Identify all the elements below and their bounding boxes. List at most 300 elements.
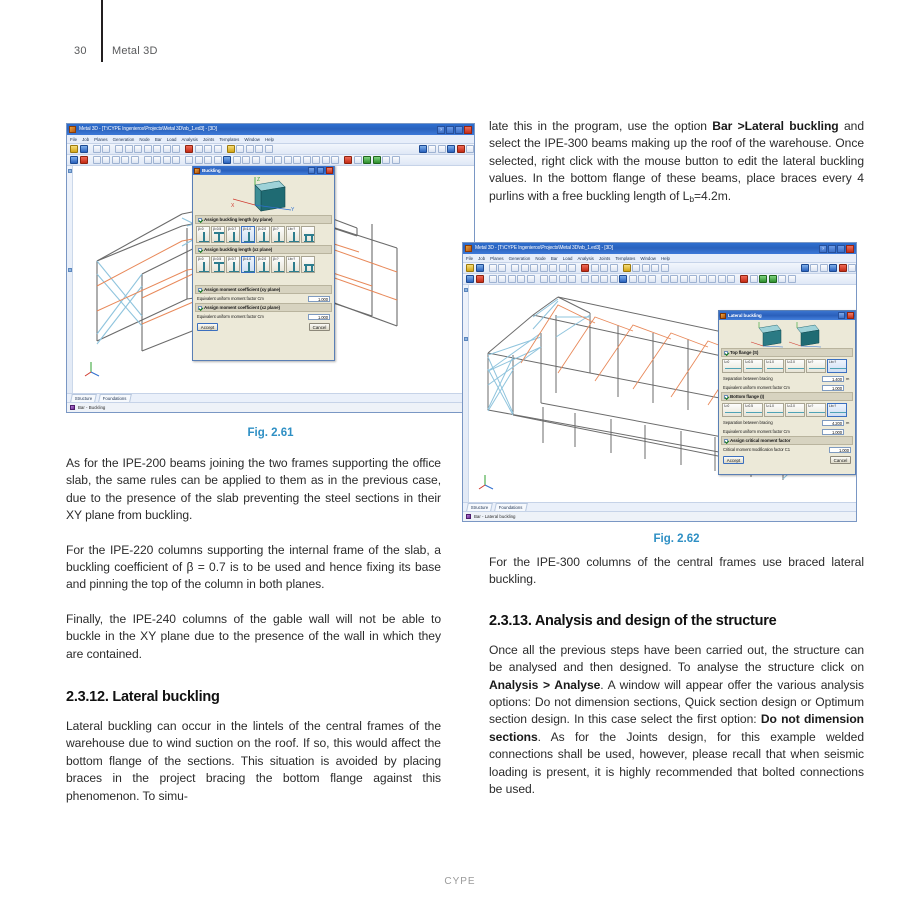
app-icon	[465, 245, 472, 252]
apply-icon[interactable]	[373, 156, 381, 164]
user-icon[interactable]	[447, 145, 455, 153]
book-icon[interactable]	[839, 264, 847, 272]
print-icon[interactable]	[185, 145, 193, 153]
status-text-bottom: Bar - Lateral buckling	[474, 513, 516, 519]
pan-icon[interactable]	[549, 264, 557, 272]
option-label: β=0.7	[228, 257, 237, 261]
report-icon[interactable]	[778, 275, 786, 283]
link-icon[interactable]	[810, 264, 818, 272]
top-flange-cm-input[interactable]: 1.000	[822, 385, 844, 391]
menu-item-analysis[interactable]: Analysis	[577, 255, 594, 261]
buckling-xz-label: Assign buckling length (xz plane)	[204, 247, 273, 252]
moment-xz-field-row[interactable]	[195, 312, 332, 321]
lateral-cancel-button[interactable]: Cancel	[830, 456, 851, 464]
undo-icon[interactable]	[489, 264, 497, 272]
right-column-lower	[489, 554, 864, 798]
bottom-flange-option-1[interactable]	[743, 403, 763, 417]
user-icon[interactable]	[829, 264, 837, 272]
menu-item-load[interactable]: Load	[562, 255, 573, 261]
buckling-dialog[interactable]	[192, 166, 335, 361]
info-icon[interactable]	[466, 145, 474, 153]
node-tool-icon[interactable]	[466, 275, 474, 283]
grid-icon[interactable]	[236, 145, 244, 153]
node-tool-icon[interactable]	[70, 156, 78, 164]
help-button[interactable]: ?	[819, 245, 827, 253]
export-icon[interactable]	[788, 275, 796, 283]
buckling-xy-checkbox[interactable]	[198, 218, 202, 222]
option-label: β=1.0	[243, 257, 252, 261]
curve-icon[interactable]	[727, 275, 735, 283]
view-icon[interactable]	[642, 264, 650, 272]
view-icon[interactable]	[246, 145, 254, 153]
view-tabbar-bottom[interactable]	[463, 502, 856, 511]
top-flange-option-4[interactable]	[806, 359, 826, 373]
buckling-accept-button[interactable]: Accept	[197, 323, 218, 331]
bottom-flange-button-row[interactable]	[721, 401, 853, 418]
text-run: Once all the previous steps have been carried out, the structure can be analysed and then designed. To analyse the structure click on	[489, 642, 864, 675]
book-icon[interactable]	[457, 145, 465, 153]
heading-2-3-12: 2.3.12. Lateral buckling	[66, 689, 220, 706]
menu-item-generation[interactable]: Generation	[508, 255, 531, 261]
lateral-buckling-icon[interactable]	[629, 275, 637, 283]
curve-icon[interactable]	[331, 156, 339, 164]
menu-item-job[interactable]: Job	[82, 136, 90, 142]
select-rect-icon[interactable]	[623, 264, 631, 272]
link-icon[interactable]	[428, 145, 436, 153]
print-icon[interactable]	[581, 264, 589, 272]
figure-2-61-caption: Fig. 2.61	[247, 427, 294, 439]
menu-item-templates[interactable]: Templates	[219, 136, 240, 142]
toolbar-primary[interactable]	[67, 144, 474, 155]
bottom-flange-header[interactable]	[721, 392, 853, 401]
move-bar-icon[interactable]	[195, 156, 203, 164]
moment-xz-header[interactable]	[195, 303, 332, 312]
menu-item-bar[interactable]: Bar	[550, 255, 558, 261]
paragraph-ipe200: As for the IPE-200 beams joining the two frames supporting the office slab, the same rules can be applied to them as in the previous case, due to the presence of the slab preventing the steel sections in their XY plane from buckling.	[66, 456, 441, 523]
select-rect-icon[interactable]	[227, 145, 235, 153]
zoom-in-icon[interactable]	[125, 145, 133, 153]
toolbar-separator	[485, 275, 487, 283]
lateral-buckling-icon[interactable]	[233, 156, 241, 164]
minimize-button[interactable]	[446, 126, 454, 134]
bottom-flange-checkbox[interactable]	[724, 395, 728, 399]
menu-item-generation[interactable]: Generation	[112, 136, 135, 142]
moment-xz-input[interactable]: 1.000	[308, 314, 330, 320]
angle-icon[interactable]	[708, 275, 716, 283]
status-icon	[70, 405, 75, 410]
top-flange-option-3[interactable]	[785, 359, 805, 373]
dim-h-icon[interactable]	[689, 275, 697, 283]
bottom-flange-option-2[interactable]	[764, 403, 784, 417]
tab-structure[interactable]	[466, 503, 493, 511]
refresh-icon[interactable]	[568, 264, 576, 272]
toolbar-separator	[536, 275, 538, 283]
svg-text:X: X	[231, 203, 235, 209]
menu-item-planes[interactable]: Planes	[490, 255, 504, 261]
menu-item-help[interactable]: Help	[660, 255, 670, 261]
rotate-icon[interactable]	[559, 264, 567, 272]
text-run: . A window will appear offer the various analysis options: Do not dimension sections, Quick section design or Optimum section design. In this case select the first option:	[489, 677, 864, 727]
top-flange-cm-row[interactable]	[721, 383, 853, 392]
top-flange-option-0[interactable]	[722, 359, 742, 373]
zoom-all-icon[interactable]	[115, 145, 123, 153]
critical-moment-field-row[interactable]	[721, 445, 853, 454]
dialog-pin-button[interactable]	[308, 167, 315, 174]
toolbar-primary[interactable]	[463, 263, 856, 274]
point-load-icon[interactable]	[144, 156, 152, 164]
buckling-xy-option-0[interactable]	[196, 226, 210, 243]
mirror-icon[interactable]	[204, 156, 212, 164]
top-flange-option-1[interactable]	[743, 359, 763, 373]
option-label: β=1.0	[243, 227, 252, 231]
buckling-icon[interactable]	[223, 156, 231, 164]
toolbar-separator	[223, 145, 225, 153]
refresh-icon[interactable]	[172, 145, 180, 153]
show-icon[interactable]	[680, 275, 688, 283]
menu-item-node[interactable]: Node	[139, 136, 150, 142]
menu-item-load[interactable]: Load	[166, 136, 177, 142]
globe-icon[interactable]	[419, 145, 427, 153]
toolbar-spacer	[274, 145, 417, 153]
buckling-cancel-button[interactable]: Cancel	[309, 323, 330, 331]
figure-2-61-screenshot	[66, 123, 475, 413]
dim-v-icon[interactable]	[699, 275, 707, 283]
option-label: β=0	[198, 227, 204, 231]
app-titlebar	[67, 124, 474, 135]
settings-icon[interactable]	[661, 264, 669, 272]
lateral-buckling-body	[719, 320, 855, 467]
buckling-xz-option-7[interactable]	[301, 256, 315, 273]
divide-icon[interactable]	[610, 275, 618, 283]
critical-moment-header[interactable]	[721, 436, 853, 445]
rotate-icon[interactable]	[163, 145, 171, 153]
release-icon[interactable]	[121, 156, 129, 164]
zoom-out-icon[interactable]	[530, 264, 538, 272]
buckling-xz-option-0[interactable]	[196, 256, 210, 273]
dialog-icon	[194, 168, 200, 174]
open-icon[interactable]	[70, 145, 78, 153]
view-tabbar-top[interactable]	[67, 393, 474, 402]
toolbar-separator	[112, 145, 114, 153]
redo-icon[interactable]	[102, 145, 110, 153]
zoom-all-icon[interactable]	[511, 264, 519, 272]
critical-moment-input[interactable]: 1.000	[829, 447, 851, 453]
material-icon[interactable]	[252, 156, 260, 164]
option-label: λ=1.0	[766, 403, 774, 408]
buckling-dialog-body	[193, 175, 334, 334]
top-flange-label: Top flange (S)	[730, 350, 759, 355]
critical-moment-checkbox[interactable]	[724, 439, 728, 443]
section-icon[interactable]	[242, 156, 250, 164]
buckling-dialog-footer	[195, 321, 332, 332]
globe-icon[interactable]	[801, 264, 809, 272]
support-pinned-icon[interactable]	[498, 275, 506, 283]
hide-icon[interactable]	[274, 156, 282, 164]
toolbar-separator	[89, 145, 91, 153]
copy-bar-icon[interactable]	[185, 156, 193, 164]
toolbar-secondary[interactable]	[463, 274, 856, 285]
bottom-flange-option-5[interactable]	[827, 403, 847, 417]
tab-structure-label: Structure	[470, 505, 489, 510]
toolbar-separator	[89, 156, 91, 164]
save-icon[interactable]	[476, 264, 484, 272]
top-flange-option-5[interactable]	[827, 359, 847, 373]
mirror-icon[interactable]	[600, 275, 608, 283]
buckling-xz-option-2[interactable]	[226, 256, 240, 273]
check-icon[interactable]	[363, 156, 371, 164]
option-label: λ=0.5	[745, 403, 753, 408]
snap-icon[interactable]	[610, 264, 618, 272]
tab-foundations-label: Foundations	[103, 396, 127, 401]
option-label: Lb=?	[288, 227, 296, 231]
buckling-group-xz-header[interactable]	[195, 245, 332, 254]
square-icon[interactable]	[750, 275, 758, 283]
top-flange-separation-row[interactable]	[721, 374, 853, 383]
line-load-icon[interactable]	[153, 156, 161, 164]
bottom-flange-separation-input[interactable]: 4.200	[822, 420, 844, 426]
maximize-button[interactable]	[837, 245, 845, 253]
menu-item-file[interactable]: File	[466, 255, 474, 261]
zoom-window-icon[interactable]	[540, 264, 548, 272]
bottom-flange-cm-input[interactable]: 1.000	[822, 429, 844, 435]
top-flange-button-row[interactable]	[721, 357, 853, 374]
stop-icon[interactable]	[740, 275, 748, 283]
moment-xz-checkbox[interactable]	[198, 306, 202, 310]
running-head: Metal 3D	[112, 45, 158, 57]
spring-icon[interactable]	[527, 275, 535, 283]
settings-icon[interactable]	[265, 145, 273, 153]
moment-load-icon[interactable]	[568, 275, 576, 283]
buckling-xy-option-7[interactable]	[301, 226, 315, 243]
buckling-xz-option-3[interactable]	[241, 256, 255, 273]
bottom-flange-cm-row[interactable]	[721, 427, 853, 436]
lateral-buckling-dialog[interactable]	[718, 310, 856, 475]
moment-xy-header[interactable]	[195, 285, 332, 294]
bar-tool-icon[interactable]	[476, 275, 484, 283]
close-button[interactable]	[464, 126, 472, 134]
header-divider	[101, 0, 103, 62]
subscript-b: b	[689, 193, 695, 204]
open-icon[interactable]	[466, 264, 474, 272]
top-flange-separation-unit: m	[846, 376, 850, 381]
tab-foundations[interactable]	[495, 503, 528, 511]
menu-item-window[interactable]: Window	[244, 136, 260, 142]
menu-item-joints[interactable]: Joints	[598, 255, 611, 261]
status-text-top: Bar - Buckling	[78, 404, 106, 410]
buckling-xy-option-6[interactable]	[286, 226, 300, 243]
pan-icon[interactable]	[153, 145, 161, 153]
top-flange-cm-label: Equivalent uniform moment factor Cm	[723, 385, 790, 390]
buckling-xy-option-5[interactable]	[271, 226, 285, 243]
undo-icon[interactable]	[93, 145, 101, 153]
app-titlebar	[463, 243, 856, 254]
render-icon[interactable]	[651, 264, 659, 272]
app-title-text: Metal 3D - [T:\CYPE Ingenieros\Projects\Metal 3D\nb_1.ed3] - [3D]	[475, 245, 613, 251]
support-roller-icon[interactable]	[508, 275, 516, 283]
arc-icon[interactable]	[718, 275, 726, 283]
menu-item-job[interactable]: Job	[478, 255, 486, 261]
menu-item-help[interactable]: Help	[264, 136, 274, 142]
report-icon[interactable]	[382, 156, 390, 164]
dialog-close-button[interactable]	[326, 167, 333, 174]
menu-bar[interactable]	[67, 135, 474, 144]
top-flange-option-2[interactable]	[764, 359, 784, 373]
zoom-out-icon[interactable]	[134, 145, 142, 153]
layers-icon[interactable]	[591, 264, 599, 272]
snap-icon[interactable]	[214, 145, 222, 153]
area-load-icon[interactable]	[559, 275, 567, 283]
help-button[interactable]: ?	[437, 126, 445, 134]
layers-icon[interactable]	[195, 145, 203, 153]
material-icon[interactable]	[648, 275, 656, 283]
tab-structure[interactable]	[70, 394, 97, 402]
figure-2-62-screenshot	[462, 242, 857, 522]
dialog-help-button[interactable]	[317, 167, 324, 174]
dim-v-icon[interactable]	[303, 156, 311, 164]
minimize-button[interactable]	[828, 245, 836, 253]
model-canvas-bottom[interactable]	[463, 285, 856, 502]
heading-2-3-13: 2.3.13. Analysis and design of the structure	[489, 612, 777, 629]
tab-foundations[interactable]	[99, 394, 132, 402]
toolbar-separator	[485, 264, 487, 272]
menu-item-analysis[interactable]: Analysis	[181, 136, 198, 142]
bottom-flange-option-4[interactable]	[806, 403, 826, 417]
buckling-xy-button-row[interactable]	[195, 224, 332, 245]
top-flange-separation-input[interactable]: 1.400	[822, 376, 844, 382]
measure-icon[interactable]	[600, 264, 608, 272]
support-roller-icon[interactable]	[112, 156, 120, 164]
menu-item-joints[interactable]: Joints	[202, 136, 215, 142]
lateral-buckling-footer	[721, 454, 853, 465]
redo-icon[interactable]	[498, 264, 506, 272]
save-icon[interactable]	[80, 145, 88, 153]
buckling-group-xy-header[interactable]	[195, 215, 332, 224]
model-canvas-top[interactable]	[67, 166, 474, 393]
describe-icon[interactable]	[661, 275, 669, 283]
bottom-flange-separation-row[interactable]	[721, 418, 853, 427]
toolbar-secondary[interactable]	[67, 155, 474, 166]
lateral-accept-button[interactable]: Accept	[723, 456, 744, 464]
bottom-flange-option-0[interactable]	[722, 403, 742, 417]
buckling-xz-option-4[interactable]	[256, 256, 270, 273]
buckling-xy-option-3[interactable]	[241, 226, 255, 243]
zoom-in-icon[interactable]	[521, 264, 529, 272]
bar-tool-icon[interactable]	[80, 156, 88, 164]
axis-triad-icon	[85, 362, 99, 376]
option-label: β=?	[273, 257, 279, 261]
moment-load-icon[interactable]	[172, 156, 180, 164]
dialog-close-button[interactable]	[847, 312, 854, 319]
support-fixed-icon[interactable]	[93, 156, 101, 164]
top-flange-checkbox[interactable]	[724, 351, 728, 355]
emphasis-bar-lateral-buckling: Bar >Lateral buckling	[712, 119, 839, 133]
option-label: β=0	[198, 257, 204, 261]
option-label: λ=?	[808, 359, 814, 364]
top-flange-header[interactable]	[721, 348, 853, 357]
toolbar-separator	[619, 264, 621, 272]
apply-icon[interactable]	[769, 275, 777, 283]
buckling-icon[interactable]	[619, 275, 627, 283]
lateral-buckling-titlebar[interactable]	[719, 311, 855, 320]
page-header	[0, 0, 920, 85]
check-icon[interactable]	[759, 275, 767, 283]
zoom-window-icon[interactable]	[144, 145, 152, 153]
window-controls[interactable]	[819, 245, 854, 253]
buckling-xy-option-2[interactable]	[226, 226, 240, 243]
section-icon[interactable]	[638, 275, 646, 283]
move-bar-icon[interactable]	[591, 275, 599, 283]
dialog-help-button[interactable]	[838, 312, 845, 319]
status-icon	[466, 514, 471, 519]
grid-icon[interactable]	[632, 264, 640, 272]
moment-xy-field-row[interactable]	[195, 294, 332, 303]
hide-icon[interactable]	[670, 275, 678, 283]
toolbar-separator	[508, 264, 510, 272]
release-icon[interactable]	[517, 275, 525, 283]
buckling-xz-option-6[interactable]	[286, 256, 300, 273]
history-icon[interactable]	[438, 145, 446, 153]
dim-h-icon[interactable]	[293, 156, 301, 164]
render-icon[interactable]	[255, 145, 263, 153]
square-icon[interactable]	[354, 156, 362, 164]
line-load-icon[interactable]	[549, 275, 557, 283]
status-bar-bottom	[463, 511, 856, 520]
menu-item-node[interactable]: Node	[535, 255, 546, 261]
info-icon[interactable]	[848, 264, 856, 272]
arc-icon[interactable]	[322, 156, 330, 164]
copy-bar-icon[interactable]	[581, 275, 589, 283]
support-fixed-icon[interactable]	[489, 275, 497, 283]
bottom-flange-option-3[interactable]	[785, 403, 805, 417]
window-controls[interactable]	[437, 126, 472, 134]
area-load-icon[interactable]	[163, 156, 171, 164]
divide-icon[interactable]	[214, 156, 222, 164]
history-icon[interactable]	[820, 264, 828, 272]
measure-icon[interactable]	[204, 145, 212, 153]
option-label: λ=0	[724, 359, 730, 364]
buckling-xz-checkbox[interactable]	[198, 248, 202, 252]
spring-icon[interactable]	[131, 156, 139, 164]
buckling-xz-option-5[interactable]	[271, 256, 285, 273]
show-icon[interactable]	[284, 156, 292, 164]
menu-item-planes[interactable]: Planes	[94, 136, 108, 142]
option-label: Lb=?	[829, 359, 837, 364]
point-load-icon[interactable]	[540, 275, 548, 283]
menu-bar[interactable]	[463, 254, 856, 263]
critical-moment-field-label: Critical moment modification factor C1	[723, 447, 790, 452]
buckling-xy-option-4[interactable]	[256, 226, 270, 243]
export-icon[interactable]	[392, 156, 400, 164]
maximize-button[interactable]	[455, 126, 463, 134]
menu-item-window[interactable]: Window	[640, 255, 656, 261]
buckling-xz-option-1[interactable]	[211, 256, 225, 273]
buckling-xz-button-row[interactable]	[195, 254, 332, 275]
buckling-xy-option-1[interactable]	[211, 226, 225, 243]
menu-item-file[interactable]: File	[70, 136, 78, 142]
menu-item-bar[interactable]: Bar	[154, 136, 162, 142]
emphasis-analysis-analyse: Analysis > Analyse	[489, 677, 601, 692]
describe-icon[interactable]	[265, 156, 273, 164]
close-button[interactable]	[846, 245, 854, 253]
moment-xy-input[interactable]: 1.000	[308, 296, 330, 302]
support-pinned-icon[interactable]	[102, 156, 110, 164]
angle-icon[interactable]	[312, 156, 320, 164]
text-run: . As for the Joints design, for this example welded connections shall be used, however, please recall that when seismic loading is present, it is highly recommended that bolted connections be used.	[489, 729, 864, 797]
buckling-dialog-titlebar[interactable]	[193, 166, 334, 175]
moment-xy-checkbox[interactable]	[198, 288, 202, 292]
stop-icon[interactable]	[344, 156, 352, 164]
menu-item-templates[interactable]: Templates	[615, 255, 636, 261]
